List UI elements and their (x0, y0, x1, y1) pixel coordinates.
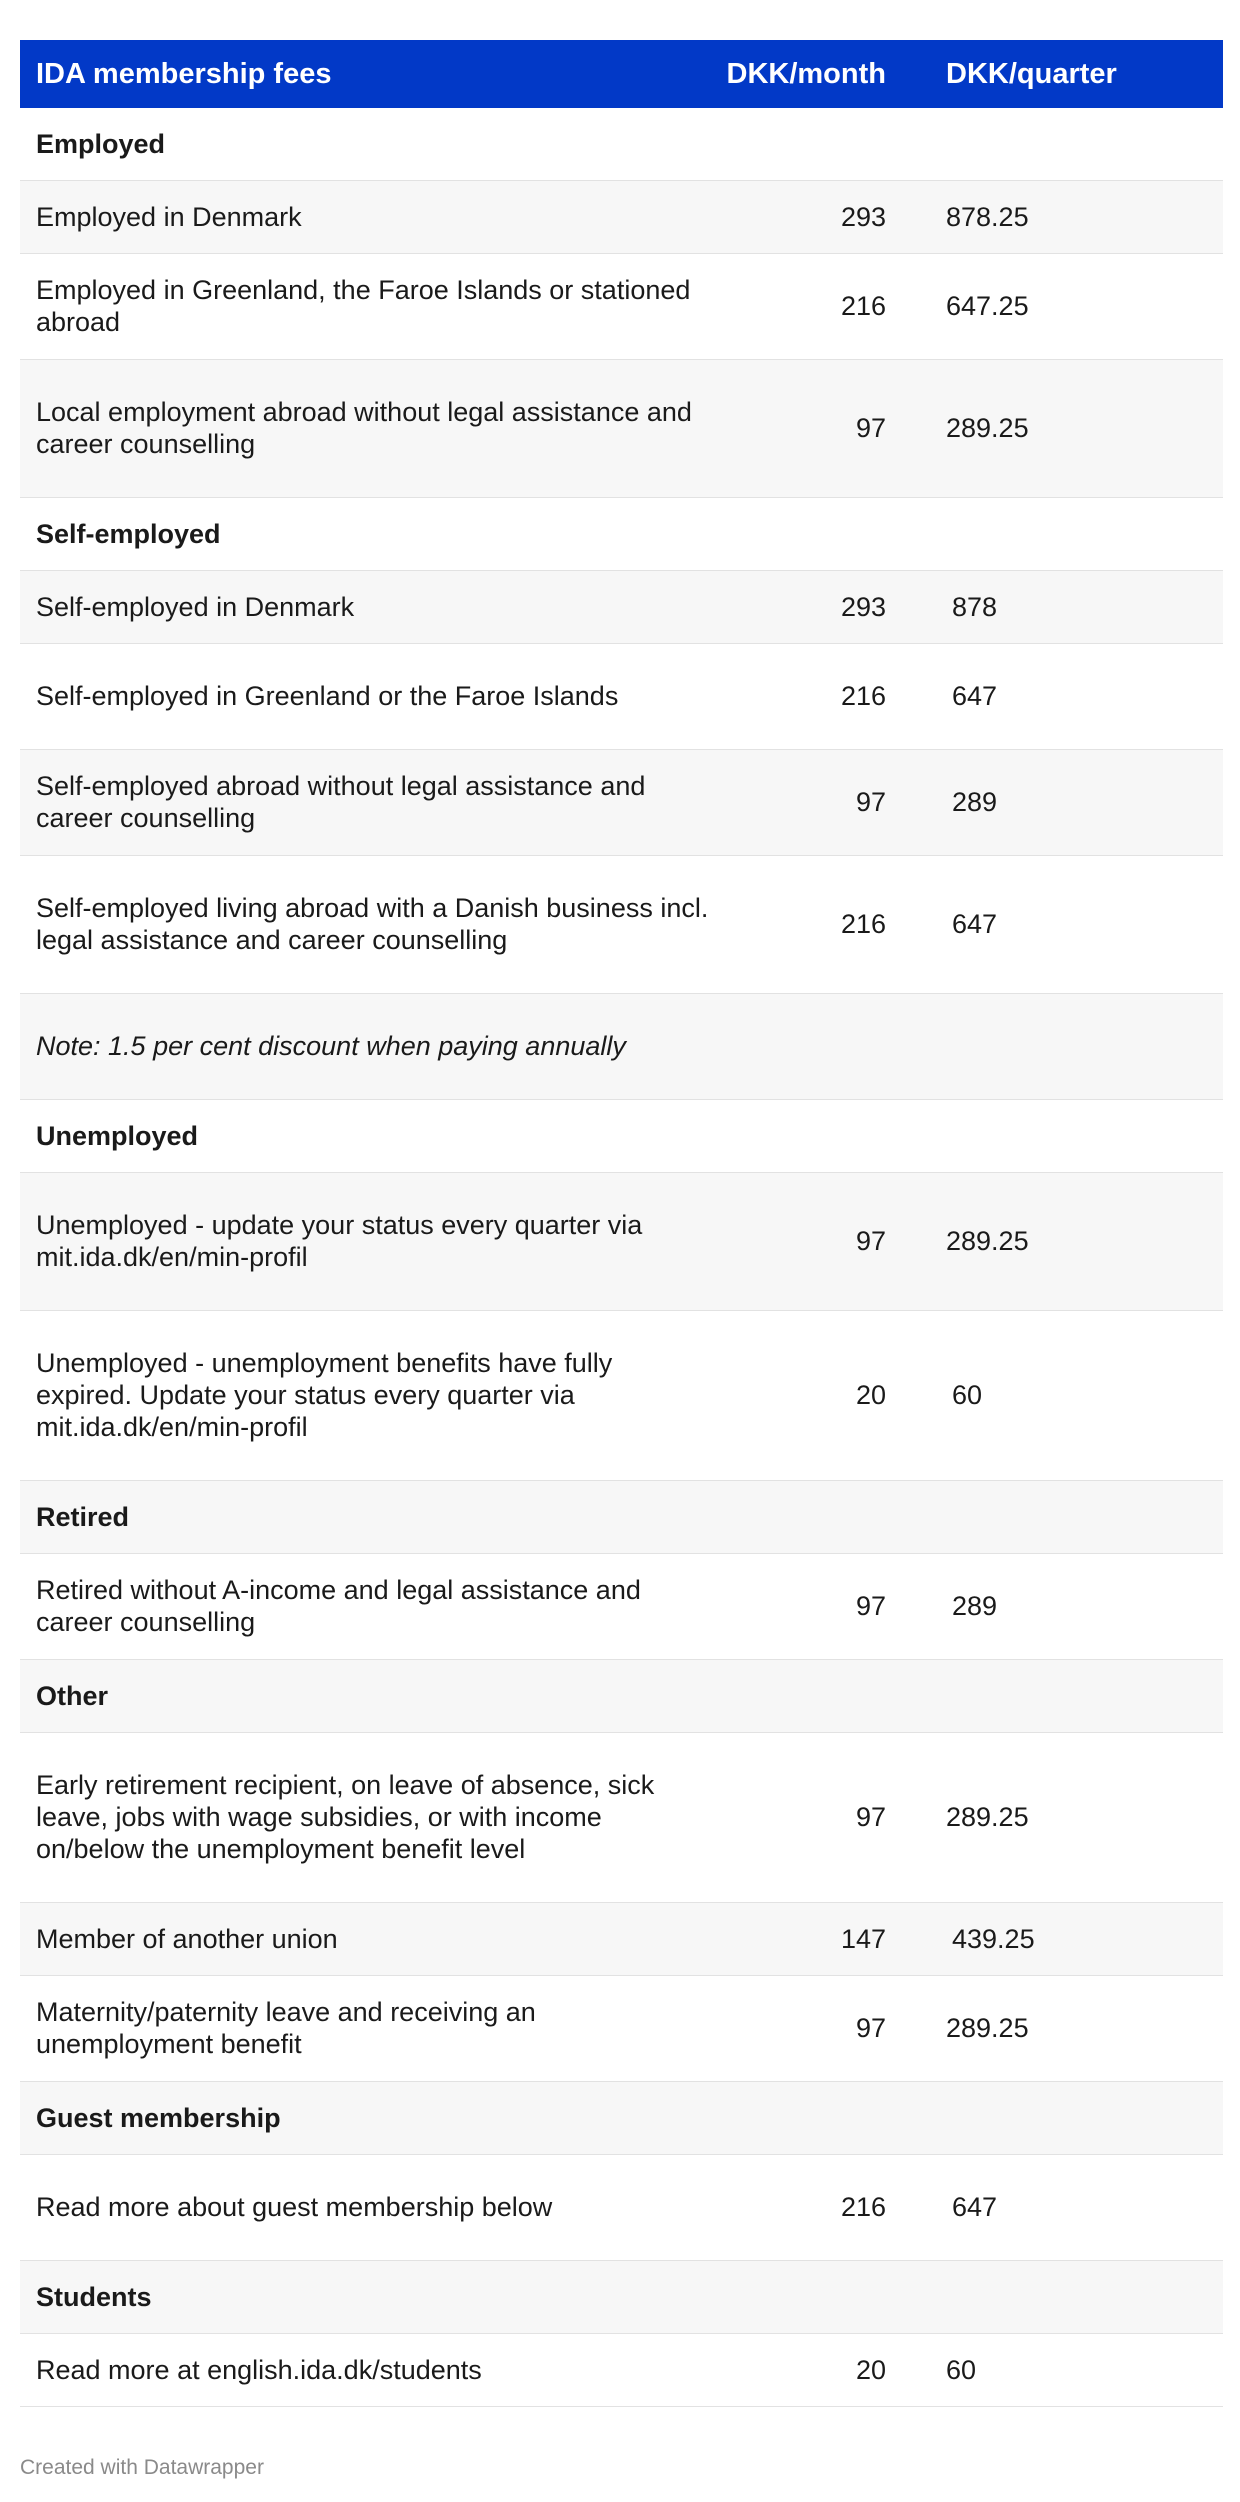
row-label: Employed (20, 108, 710, 180)
row-label: Self-employed living abroad with a Danish business incl. legal assistance and career counselling (20, 855, 710, 993)
row-month: 216 (710, 643, 886, 749)
row-quarter: 289 (886, 749, 1223, 855)
row-label: Self-employed in Denmark (20, 570, 710, 643)
row-quarter: 878 (886, 570, 1223, 643)
row-quarter (886, 108, 1223, 180)
row-label: Employed in Denmark (20, 180, 710, 253)
row-month (710, 993, 886, 1099)
fee-table-container (20, 40, 1223, 2407)
row-month: 293 (710, 570, 886, 643)
row-label: Unemployed - update your status every quarter via mit.ida.dk/en/min-profil (20, 1172, 710, 1310)
row-quarter: 289.25 (886, 1172, 1223, 1310)
row-quarter (886, 2260, 1223, 2333)
table-row (20, 1099, 1223, 1172)
row-quarter: 647 (886, 2154, 1223, 2260)
row-label: Note: 1.5 per cent discount when paying annually (20, 993, 710, 1099)
row-quarter: 289.25 (886, 359, 1223, 497)
row-month: 20 (710, 2333, 886, 2406)
table-row (20, 108, 1223, 180)
row-quarter: 60 (886, 1310, 1223, 1480)
table-row (20, 1902, 1223, 1975)
table-row (20, 2260, 1223, 2333)
row-month: 216 (710, 2154, 886, 2260)
row-month: 97 (710, 1553, 886, 1659)
row-month (710, 1480, 886, 1553)
row-label: Member of another union (20, 1902, 710, 1975)
datawrapper-credit: Created with Datawrapper (20, 2456, 264, 2479)
row-month: 216 (710, 855, 886, 993)
table-row (20, 570, 1223, 643)
row-label: Read more at english.ida.dk/students (20, 2333, 710, 2406)
table-row (20, 1553, 1223, 1659)
row-month (710, 497, 886, 570)
row-label: Retired without A-income and legal assistance and career counselling (20, 1553, 710, 1659)
row-label: Early retirement recipient, on leave of absence, sick leave, jobs with wage subsidies, or with income on/below the unemployment benefit level (20, 1732, 710, 1902)
row-label: Guest membership (20, 2081, 710, 2154)
table-row (20, 1172, 1223, 1310)
row-label: Read more about guest membership below (20, 2154, 710, 2260)
row-quarter (886, 993, 1223, 1099)
header-label: IDA membership fees (36, 57, 332, 90)
header-quarter: DKK/quarter (946, 57, 1117, 90)
table-row (20, 2154, 1223, 2260)
table-row (20, 993, 1223, 1099)
row-month: 97 (710, 1975, 886, 2081)
row-quarter: 647.25 (886, 253, 1223, 359)
row-label: Self-employed abroad without legal assistance and career counselling (20, 749, 710, 855)
table-body (20, 108, 1223, 2406)
row-quarter (886, 1480, 1223, 1553)
row-quarter: 878.25 (886, 180, 1223, 253)
row-month (710, 1659, 886, 1732)
row-quarter (886, 2081, 1223, 2154)
row-month (710, 1099, 886, 1172)
header-month: DKK/month (726, 57, 886, 90)
table-row (20, 253, 1223, 359)
row-quarter (886, 1659, 1223, 1732)
row-month (710, 108, 886, 180)
row-quarter (886, 497, 1223, 570)
row-quarter (886, 1099, 1223, 1172)
row-label: Maternity/paternity leave and receiving an unemployment benefit (20, 1975, 710, 2081)
row-month (710, 2260, 886, 2333)
row-label: Unemployed - unemployment benefits have fully expired. Update your status every quarter via mit.ida.dk/en/min-profil (20, 1310, 710, 1480)
table-row (20, 855, 1223, 993)
row-quarter: 439.25 (886, 1902, 1223, 1975)
table-row (20, 643, 1223, 749)
row-quarter: 289.25 (886, 1975, 1223, 2081)
table-row (20, 749, 1223, 855)
row-month: 20 (710, 1310, 886, 1480)
row-label: Self-employed in Greenland or the Faroe Islands (20, 643, 710, 749)
row-month: 147 (710, 1902, 886, 1975)
row-label: Retired (20, 1480, 710, 1553)
row-label: Employed in Greenland, the Faroe Islands or stationed abroad (20, 253, 710, 359)
row-month: 97 (710, 1172, 886, 1310)
table-row (20, 1659, 1223, 1732)
table-row (20, 2081, 1223, 2154)
row-quarter: 60 (886, 2333, 1223, 2406)
row-label: Unemployed (20, 1099, 710, 1172)
table-row (20, 1480, 1223, 1553)
table-row (20, 180, 1223, 253)
row-label: Other (20, 1659, 710, 1732)
row-month: 97 (710, 359, 886, 497)
table-row (20, 1310, 1223, 1480)
table-row (20, 497, 1223, 570)
table-header (20, 40, 1223, 108)
row-month: 216 (710, 253, 886, 359)
row-quarter: 647 (886, 643, 1223, 749)
table-row (20, 1975, 1223, 2081)
table-row (20, 1732, 1223, 1902)
row-quarter: 289 (886, 1553, 1223, 1659)
row-month (710, 2081, 886, 2154)
row-month: 97 (710, 1732, 886, 1902)
row-label: Self-employed (20, 497, 710, 570)
row-label: Students (20, 2260, 710, 2333)
row-quarter: 647 (886, 855, 1223, 993)
header-row (20, 40, 1223, 108)
membership-fee-table (20, 40, 1223, 2407)
table-row (20, 359, 1223, 497)
table-row (20, 2333, 1223, 2406)
row-month: 97 (710, 749, 886, 855)
row-label: Local employment abroad without legal assistance and career counselling (20, 359, 710, 497)
row-quarter: 289.25 (886, 1732, 1223, 1902)
row-month: 293 (710, 180, 886, 253)
